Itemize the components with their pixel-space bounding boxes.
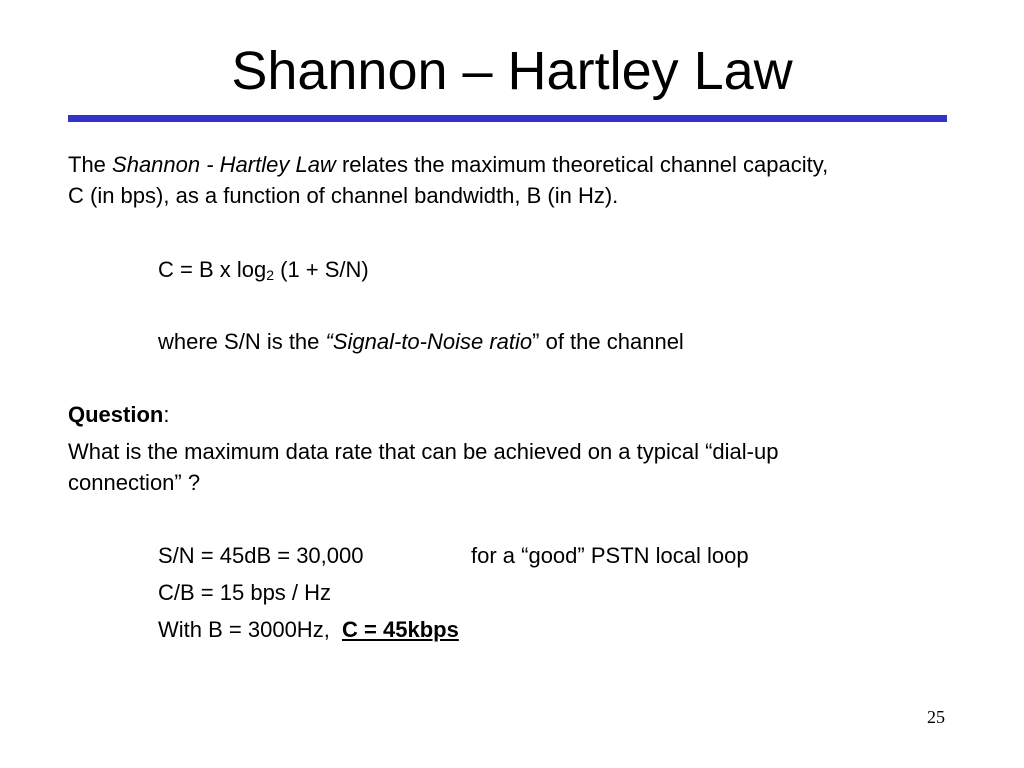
snr-definition-suffix: ” of the channel <box>532 329 684 354</box>
question-heading <box>68 399 169 430</box>
question-line-1: What is the maximum data rate that can be achieved on a typical “dial-up <box>68 439 779 464</box>
formula-rhs: (1 + S/N) <box>274 257 369 282</box>
intro-line-2: C (in bps), as a function of channel bandwidth, B (in Hz). <box>68 183 619 208</box>
result-line <box>158 614 459 645</box>
law-name: Shannon - Hartley Law <box>112 152 336 177</box>
snr-note: for a “good” PSTN local loop <box>471 543 749 568</box>
snr-value: S/N = 45dB = 30,000 <box>158 543 364 568</box>
formula-lhs: C = B x log <box>158 257 267 282</box>
question-label: Question <box>68 402 164 427</box>
formula-log-base: 2 <box>266 267 275 283</box>
intro-line-1 <box>68 149 828 180</box>
result-answer: C = 45kbps <box>342 617 459 642</box>
question-colon: : <box>163 402 170 427</box>
result-prefix: With B = 3000Hz, <box>158 617 343 642</box>
title-divider <box>68 115 947 122</box>
snr-term: “Signal-to-Noise ratio <box>325 329 533 354</box>
intro-rest: relates the maximum theoretical channel capacity, <box>335 152 829 177</box>
snr-definition-prefix: where S/N is the <box>158 329 326 354</box>
spectral-efficiency: C/B = 15 bps / Hz <box>158 580 332 605</box>
question-text <box>68 436 778 498</box>
capacity-formula <box>158 254 369 285</box>
intro-paragraph <box>68 149 828 211</box>
question-line-2: connection” ? <box>68 470 201 495</box>
snr-definition <box>158 326 684 357</box>
intro-prefix: The <box>68 152 113 177</box>
page-number: 25 <box>927 707 945 727</box>
slide-title: Shannon – Hartley Law <box>231 41 793 101</box>
